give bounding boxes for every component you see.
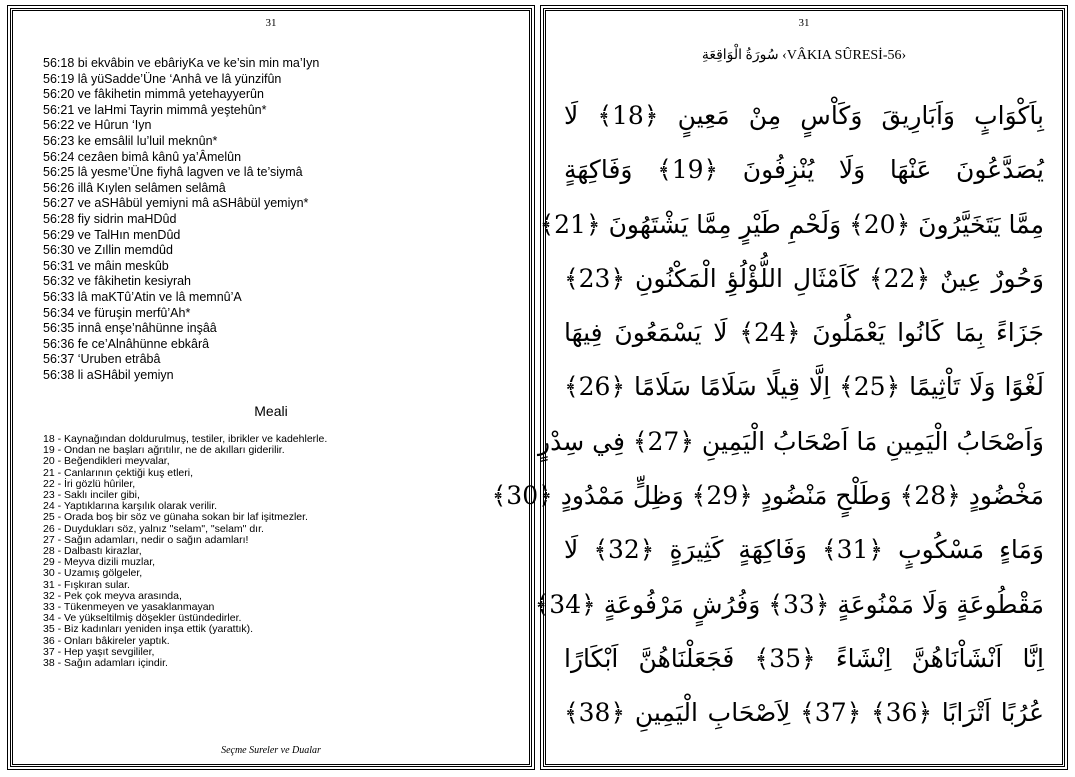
meaning-line: 34 - Ve yükseltilmiş döşekler üstündedirler.: [43, 612, 242, 625]
meaning-line: 32 - Pek çok meyva arasında,: [43, 589, 182, 602]
meaning-line: 36 - Onları bâkireler yaptık.: [43, 634, 170, 647]
meali-heading: Meali: [254, 403, 288, 419]
verse-line: 56:34 ve füruşin merfû’Ah*: [43, 305, 191, 320]
meaning-line: 19 - Ondan ne başları ağrıtılır, ne de akılları giderilir.: [43, 444, 285, 457]
arabic-line: جَزَاءً بِمَا كَانُوا يَعْمَلُونَ ﴿24﴾ لَا يَسْمَعُونَ فِيهَا: [564, 318, 1044, 348]
verse-line: 56:26 illâ Kıylen selâmen selâmâ: [43, 180, 226, 195]
verse-line: 56:33 lâ maKTû’Atin ve lâ memnû’A: [43, 289, 242, 304]
verse-line: 56:32 ve fâkihetin kesiyrah: [43, 274, 192, 289]
verse-line: 56:20 ve fâkihetin mimmâ yetehayyerûn: [43, 87, 264, 102]
meaning-line: 26 - Duydukları söz, yalnız "selam", "selam" dır.: [43, 522, 264, 535]
meaning-line: 24 - Yaptıklarına karşılık olarak verilir.: [43, 500, 218, 513]
meaning-line: 18 - Kaynağından doldurulmuş, testiler, ibrikler ve kadehlerle.: [43, 433, 328, 445]
meaning-line: 23 - Saklı inciler gibi,: [43, 489, 140, 502]
meaning-line: 29 - Meyva dizili muzlar,: [43, 556, 156, 569]
arabic-line: عُرُبًا اَتْرَابًا ﴿36﴾ ﴿37﴾ لِاَصْحَابِ الْيَمِينِ ﴿38﴾: [564, 698, 1044, 728]
page-number: 31: [265, 17, 277, 29]
arabic-line: مَخْضُودٍ ﴿28﴾ وَطَلْحٍ مَنْضُودٍ ﴿29﴾ وَظِلٍّ مَمْدُودٍ ﴿30﴾: [491, 481, 1044, 511]
arabic-line: اِنَّا اَنْشَاْنَاهُنَّ اِنْشَاءً ﴿35﴾ فَجَعَلْنَاهُنَّ اَبْكَارًا: [564, 643, 1044, 673]
arabic-line: مِمَّا يَتَخَيَّرُونَ ﴿20﴾ وَلَحْمِ طَيْرٍ مِمَّا يَشْتَهُونَ ﴿21﴾: [539, 209, 1044, 239]
meaning-line: 20 - Beğendikleri meyvalar,: [43, 455, 170, 468]
page-footer: Seçme Sureler ve Dualar: [221, 745, 321, 756]
verse-line: 56:28 fiy sidrin maHDûd: [43, 211, 177, 226]
verse-line: 56:18 bi ekvâbin ve ebâriyKa ve ke’sin min ma’Iyn: [43, 56, 320, 70]
arabic-line: مَقْطُوعَةٍ وَلَا مَمْنُوعَةٍ ﴿33﴾ وَفُرُشٍ مَرْفُوعَةٍ ﴿34﴾: [534, 589, 1044, 619]
arabic-line: بِاَكْوَابٍ وَاَبَارِيقَ وَكَاْسٍ مِنْ مَعِينٍ ﴿18﴾ لَا: [564, 101, 1044, 130]
right-page: [491, 8, 1065, 767]
arabic-line: لَغْوًا وَلَا تَاْثِيمًا ﴿25﴾ اِلَّا قِيلًا سَلَامًا سَلَامًا ﴿26﴾: [564, 372, 1044, 402]
verse-line: 56:21 ve laHmi Tayrin mimmâ yeştehûn*: [43, 102, 267, 117]
left-page: [10, 8, 532, 767]
meaning-line: 37 - Hep yaşıt sevgililer,: [43, 645, 155, 658]
sura-title: سُورَةُ الْوَاقِعَةِ ‹VÂKIA SÛRESİ-56›: [701, 48, 907, 63]
meaning-line: 38 - Sağın adamları içindir.: [43, 657, 168, 670]
meaning-line: 27 - Sağın adamları, nedir o sağın adamları!: [43, 533, 249, 546]
meaning-line: 22 - İri gözlü hûriler,: [43, 477, 136, 490]
verse-line: 56:35 innâ enşe’nâhünne inşââ: [43, 321, 217, 336]
verse-line: 56:37 ‘Uruben etrâbâ: [43, 352, 161, 367]
meaning-list: [43, 434, 327, 669]
verse-line: 56:23 ke emsâlil lu’luil meknûn*: [43, 133, 218, 148]
arabic-line: يُصَدَّعُونَ عَنْهَا وَلَا يُنْزِفُونَ ﴿19﴾ وَفَاكِهَةٍ: [564, 155, 1044, 185]
verse-line: 56:31 ve mâin meskûb: [43, 258, 169, 273]
verse-line: 56:22 ve Hûrun ‘Iyn: [43, 118, 152, 133]
verse-line: 56:29 ve TalHın menDûd: [43, 227, 181, 242]
meaning-line: 21 - Canlarının çektiği kuş etleri,: [43, 466, 193, 479]
verse-line: 56:36 fe ce’Alnâhünne ebkârâ: [43, 336, 210, 351]
meaning-line: 35 - Biz kadınları yeniden inşa ettik (yarattık).: [43, 623, 254, 636]
verse-line: 56:38 li aSHâbil yemiyn: [43, 367, 174, 382]
verse-line: 56:27 ve aSHâbül yemiyni mâ aSHâbül yemiyn*: [43, 196, 309, 211]
verse-line: 56:19 lâ yüSadde’Üne ‘Anhâ ve lâ yünzifûn: [43, 71, 282, 86]
meaning-line: 33 - Tükenmeyen ve yasaklanmayan: [43, 601, 215, 614]
page-number: 31: [798, 17, 810, 29]
meaning-line: 31 - Fışkıran sular.: [43, 578, 130, 591]
meaning-line: 30 - Uzamış gölgeler,: [43, 567, 143, 580]
arabic-line: وَمَاءٍ مَسْكُوبٍ ﴿31﴾ وَفَاكِهَةٍ كَثِيرَةٍ ﴿32﴾ لَا: [564, 535, 1044, 565]
arabic-text: [491, 89, 1044, 741]
verse-line: 56:25 lâ yesme’Üne fiyhâ lagven ve lâ te’siymâ: [43, 165, 303, 180]
transliteration-list: [43, 56, 319, 383]
meaning-line: 25 - Orada boş bir söz ve günaha sokan bir laf işitmezler.: [43, 511, 308, 524]
arabic-line: وَحُورٌ عِينٌ ﴿22﴾ كَاَمْثَالِ اللُّؤْلُؤِ الْمَكْنُونِ ﴿23﴾: [564, 263, 1044, 293]
verse-line: 56:24 cezâen bimâ kânû ya’Âmelûn: [43, 149, 242, 164]
verse-line: 56:30 ve Zıllin memdûd: [43, 243, 173, 258]
meaning-line: 28 - Dalbastı kirazlar,: [43, 545, 142, 558]
arabic-line: وَاَصْحَابُ الْيَمِينِ مَا اَصْحَابُ الْيَمِينِ ﴿27﴾ فِي سِدْرٍ: [538, 426, 1044, 456]
